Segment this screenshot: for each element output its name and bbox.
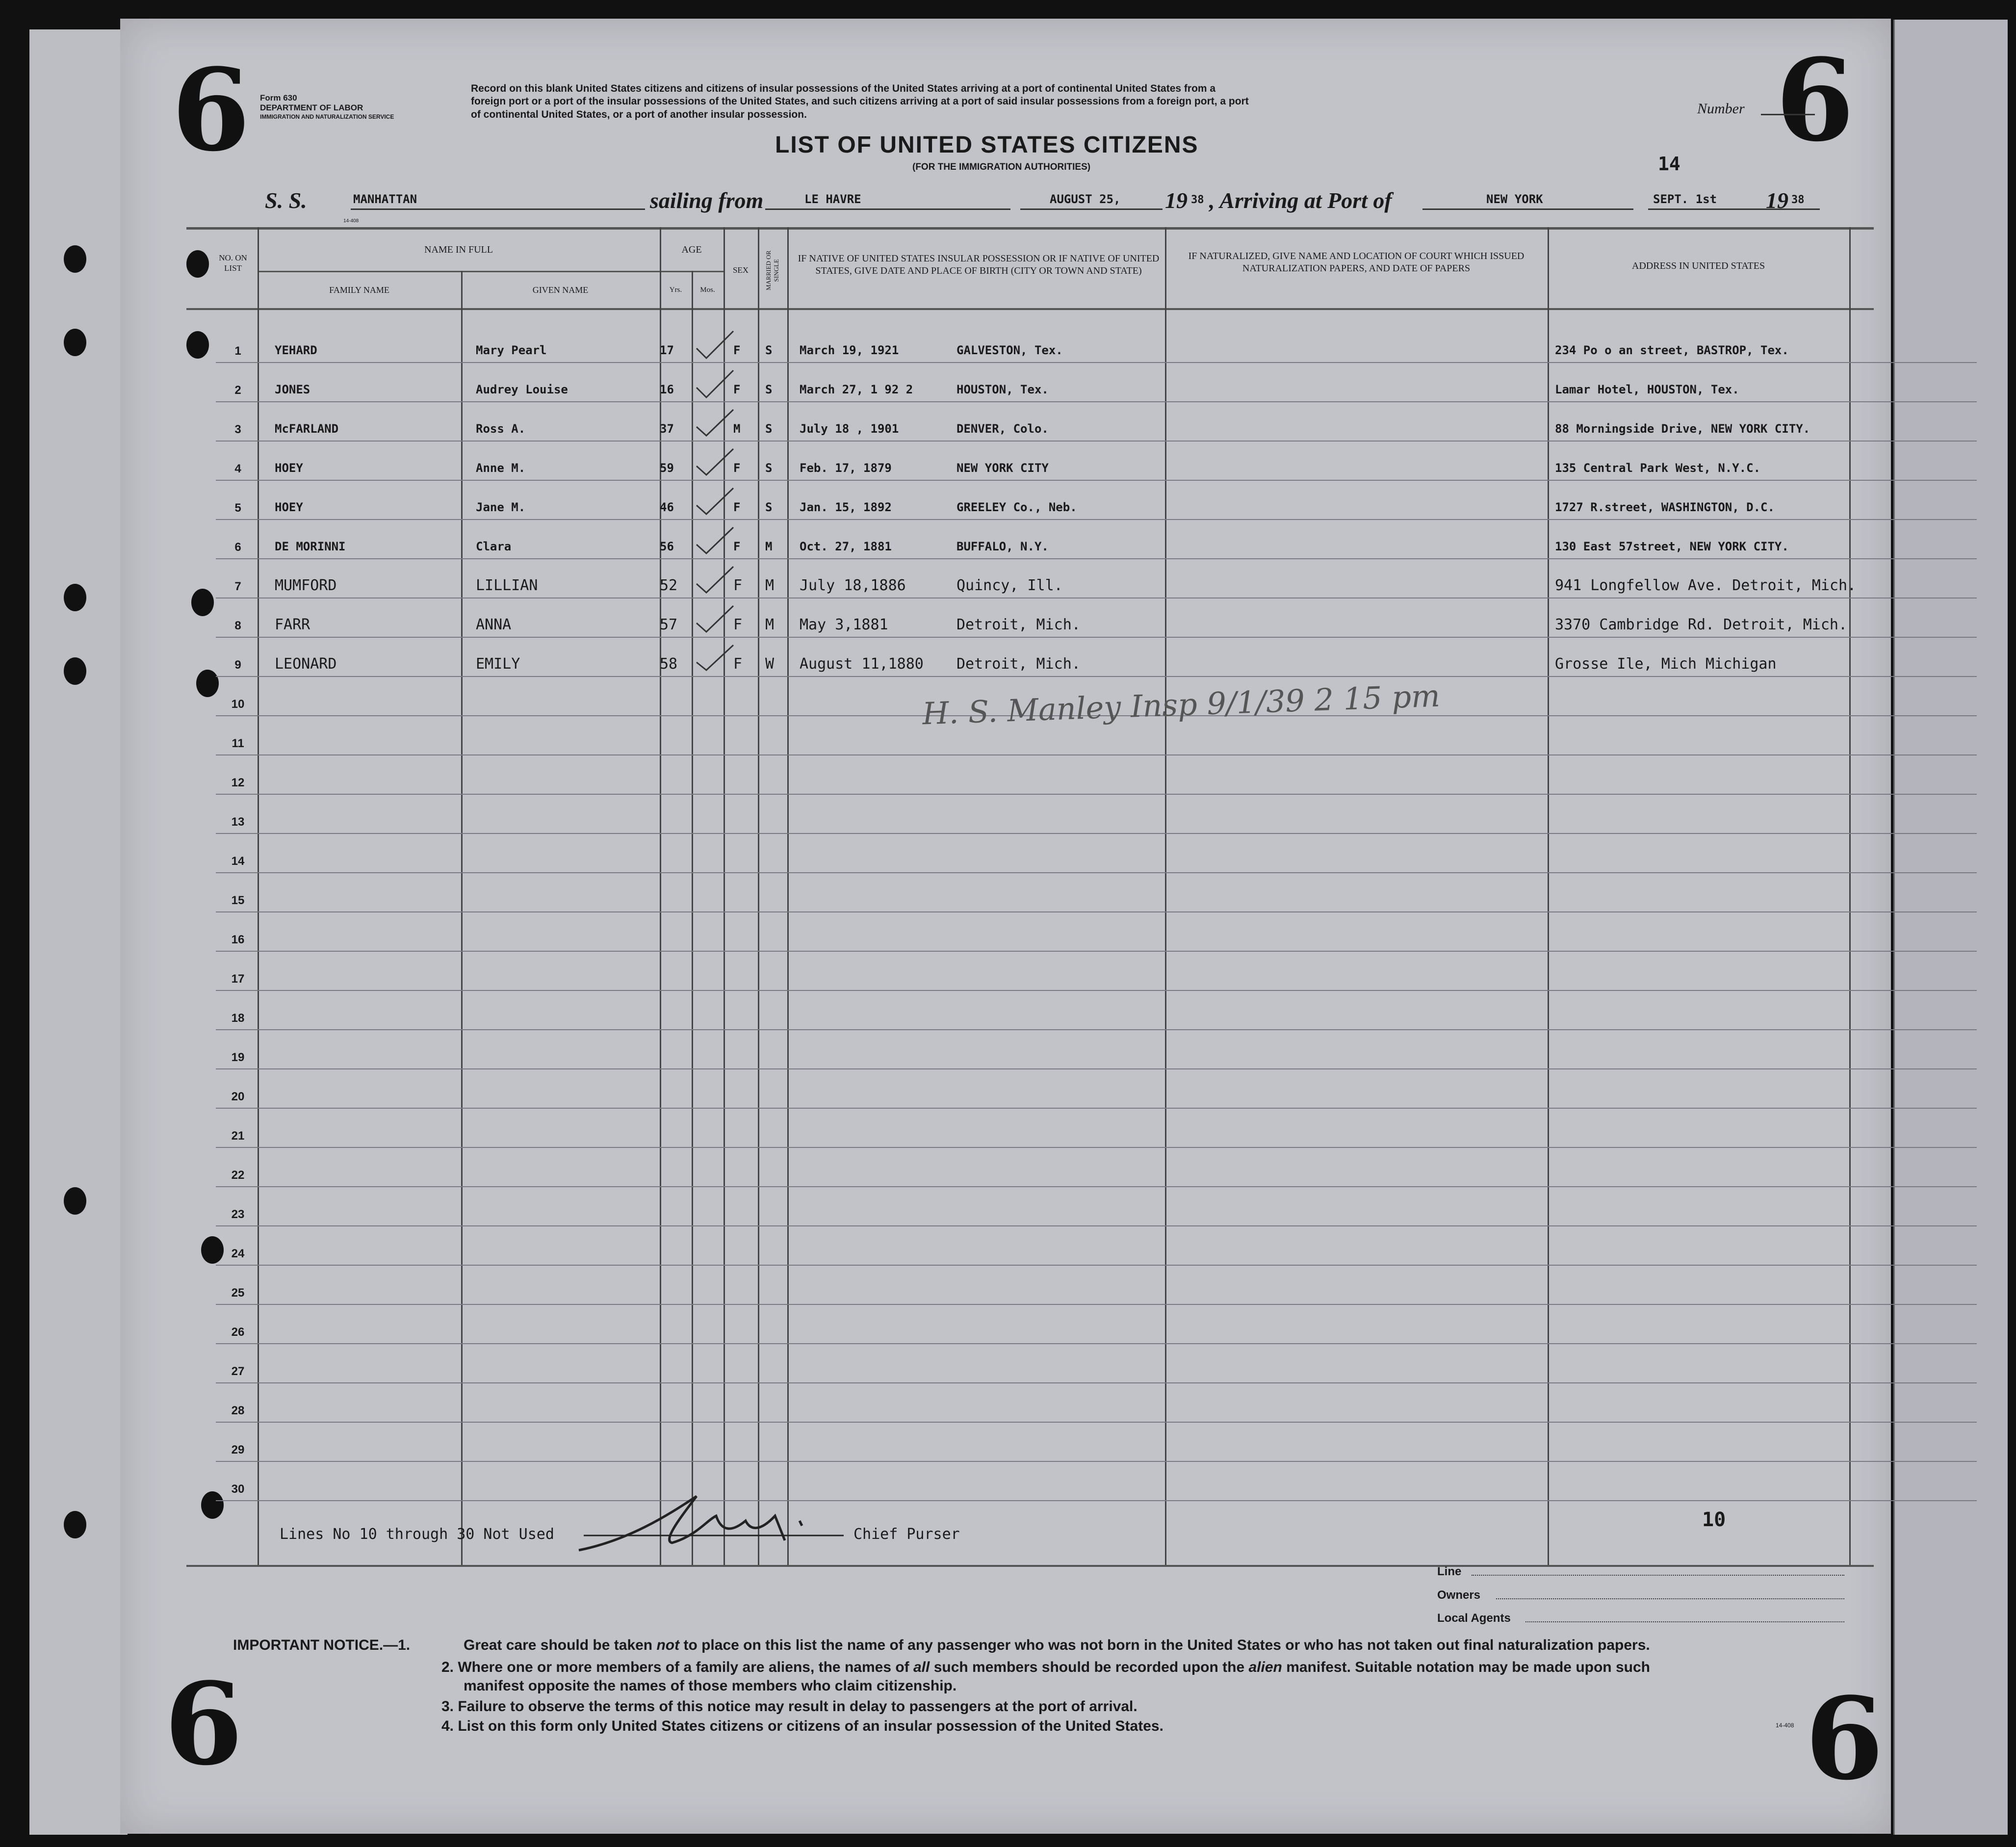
row-number: 15 xyxy=(231,894,245,907)
address-cell: 3370 Cambridge Rd. Detroit, Mich. xyxy=(1555,616,1848,633)
row-number: 10 xyxy=(231,698,245,711)
sex-cell: F xyxy=(733,616,743,633)
corner-number: 6 xyxy=(164,1658,243,1791)
punch-hole xyxy=(186,331,209,359)
port-from-rule xyxy=(765,208,1010,210)
row-rule xyxy=(216,1186,1977,1187)
port-from: LE HAVRE xyxy=(804,192,861,206)
row-rule xyxy=(216,362,1977,363)
row-rule xyxy=(216,1068,1977,1069)
notice-emphasis: all xyxy=(913,1659,930,1675)
row-rule xyxy=(216,872,1977,873)
row-number: 13 xyxy=(231,815,245,829)
notice-item-2 xyxy=(441,1659,1650,1676)
birth-place-cell: GALVESTON, Tex. xyxy=(956,343,1063,357)
punch-hole xyxy=(201,1236,224,1264)
row-number: 12 xyxy=(231,776,245,789)
given-name-cell: Jane M. xyxy=(476,500,526,514)
row-number: 30 xyxy=(231,1483,245,1496)
birth-place-cell: GREELEY Co., Neb. xyxy=(956,500,1077,514)
age-cell: 57 xyxy=(660,616,678,633)
birth-date-cell: Feb. 17, 1879 xyxy=(800,461,892,475)
header-no: NO. ON LIST xyxy=(219,253,247,273)
notice-emphasis: not xyxy=(656,1637,680,1653)
lines-not-used: Lines No 10 through 30 Not Used xyxy=(280,1526,554,1543)
row-rule xyxy=(216,1225,1977,1226)
header-place-of-birth: IF NATIVE OF UNITED STATES INSULAR POSSESSION OR IF NATIVE OF UNITED STATES, GIVE DATE AND PLACE OF BIRTH (CITY OR TOWN AND STATE) xyxy=(798,253,1160,276)
header-address: ADDRESS IN UNITED STATES xyxy=(1631,260,1765,271)
row-number: 28 xyxy=(231,1404,245,1417)
notice-text: manifest. Suitable notation may be made upon such xyxy=(1282,1659,1650,1675)
sail-date: AUGUST 25, xyxy=(1050,192,1121,206)
family-name-cell: MUMFORD xyxy=(275,577,337,594)
sailing-label: sailing from xyxy=(650,188,764,213)
given-name-cell: Anne M. xyxy=(476,461,526,475)
line-label: Line xyxy=(1437,1565,1462,1578)
notice-item-3: 3. Failure to observe the terms of this notice may result in delay to passengers at the port of arrival. xyxy=(441,1698,1137,1715)
address-cell: 130 East 57street, NEW YORK CITY. xyxy=(1555,540,1789,553)
family-name-cell: JONES xyxy=(275,383,310,396)
sex-cell: F xyxy=(733,655,743,673)
intro-line: of continental United States, or a port of another insular possession. xyxy=(471,108,807,120)
notice-text: such members should be recorded upon the xyxy=(930,1659,1249,1675)
agents-label: Local Agents xyxy=(1437,1612,1511,1625)
printer-note: 14-408 xyxy=(343,218,359,224)
intro-text xyxy=(471,82,1839,121)
marital-status-cell: S xyxy=(765,500,773,514)
purser-signature xyxy=(569,1486,844,1565)
row-rule xyxy=(216,1500,1977,1501)
birth-place-cell: Quincy, Ill. xyxy=(956,577,1063,594)
sex-cell: F xyxy=(733,461,741,475)
sex-cell: M xyxy=(733,422,741,436)
page-reference: 14 xyxy=(1658,153,1680,175)
ship-name: MANHATTAN xyxy=(353,192,417,206)
birth-place-cell: Detroit, Mich. xyxy=(956,616,1081,633)
page-subtitle: (FOR THE IMMIGRATION AUTHORITIES) xyxy=(912,162,1091,172)
corner-number: 6 xyxy=(172,44,251,177)
checkmarks xyxy=(687,329,741,672)
birth-date-cell: July 18,1886 xyxy=(800,577,906,594)
age-cell: 56 xyxy=(660,540,674,553)
birth-date-cell: August 11,1880 xyxy=(800,655,924,673)
given-name-cell: ANNA xyxy=(476,616,512,633)
address-cell: 234 Po o an street, BASTROP, Tex. xyxy=(1555,343,1789,357)
row-number: 8 xyxy=(234,619,241,632)
row-rule xyxy=(216,676,1977,677)
ss-label: S. S. xyxy=(265,188,307,213)
marital-status-cell: M xyxy=(765,540,773,553)
birth-date-cell: Oct. 27, 1881 xyxy=(800,540,892,553)
row-rule xyxy=(216,1265,1977,1266)
age-cell: 59 xyxy=(660,461,674,475)
sex-cell: F xyxy=(733,540,741,553)
marital-status-cell: S xyxy=(765,461,773,475)
marital-status-cell: S xyxy=(765,383,773,396)
given-name-cell: Ross A. xyxy=(476,422,526,436)
row-rule xyxy=(216,1343,1977,1344)
age-cell: 46 xyxy=(660,500,674,514)
row-number: 5 xyxy=(234,501,241,515)
age-cell: 58 xyxy=(660,655,678,673)
sail-date-rule xyxy=(1020,208,1163,210)
row-number: 14 xyxy=(231,855,245,868)
given-name-cell: Audrey Louise xyxy=(476,383,568,396)
row-number: 22 xyxy=(231,1169,245,1182)
service: IMMIGRATION AND NATURALIZATION SERVICE xyxy=(260,113,394,120)
row-rule xyxy=(216,401,1977,402)
notice-item-1 xyxy=(464,1637,1650,1654)
column-divider xyxy=(1548,227,1549,1565)
important-notice-title: IMPORTANT NOTICE.—1. xyxy=(233,1637,411,1653)
punch-hole xyxy=(64,1187,86,1215)
page-title: LIST OF UNITED STATES CITIZENS xyxy=(775,132,1199,158)
row-number: 24 xyxy=(231,1247,245,1260)
year-prefix: 19 xyxy=(1766,188,1788,213)
form-number: Form 630 xyxy=(260,93,297,103)
intro-line: foreign port or a port of the insular possessions of the United States, and such citizens arriving at a port of said insular possessions from a foreign port, a port xyxy=(471,96,1249,107)
row-number: 9 xyxy=(234,658,241,672)
chief-purser-label: Chief Purser xyxy=(853,1526,960,1543)
sex-cell: F xyxy=(733,383,741,396)
family-name-cell: LEONARD xyxy=(275,655,337,673)
row-number: 19 xyxy=(231,1051,245,1064)
row-number: 2 xyxy=(234,384,241,397)
age-cell: 52 xyxy=(660,577,678,594)
agents-rule xyxy=(1525,1621,1844,1622)
row-number: 23 xyxy=(231,1208,245,1221)
row-rule xyxy=(216,990,1977,991)
row-rule xyxy=(216,911,1977,912)
column-divider xyxy=(1165,227,1166,1565)
binding-strip xyxy=(29,29,128,1835)
row-number: 25 xyxy=(231,1286,245,1300)
row-rule xyxy=(216,1304,1977,1305)
table-header-rule xyxy=(186,308,1874,310)
row-rule xyxy=(216,637,1977,638)
intro-line: Record on this blank United States citizens and citizens of insular possessions of the United States arriving at a port of continental United States from a xyxy=(471,83,1216,94)
family-name-cell: HOEY xyxy=(275,461,303,475)
given-name-cell: Mary Pearl xyxy=(476,343,547,357)
row-rule xyxy=(216,480,1977,481)
age-cell: 37 xyxy=(660,422,674,436)
header-name-in-full: NAME IN FULL xyxy=(424,244,493,255)
birth-date-cell: March 27, 1 92 2 xyxy=(800,383,913,396)
given-name-cell: Clara xyxy=(476,540,512,553)
address-cell: 1727 R.street, WASHINGTON, D.C. xyxy=(1555,500,1775,514)
punch-hole xyxy=(186,250,209,278)
department: DEPARTMENT OF LABOR xyxy=(260,103,363,113)
column-divider xyxy=(787,227,789,1565)
family-name-cell: FARR xyxy=(275,616,310,633)
family-name-cell: McFARLAND xyxy=(275,422,339,436)
row-number: 1 xyxy=(234,344,241,358)
family-name-cell: YEHARD xyxy=(275,343,317,357)
punch-hole xyxy=(201,1491,224,1519)
row-number: 20 xyxy=(231,1090,245,1103)
sail-year: 38 xyxy=(1191,194,1204,206)
birth-date-cell: Jan. 15, 1892 xyxy=(800,500,892,514)
port-to-rule xyxy=(1422,208,1633,210)
marital-status-cell: S xyxy=(765,422,773,436)
row-rule xyxy=(216,1029,1977,1030)
row-rule xyxy=(216,951,1977,952)
punch-hole xyxy=(191,589,214,616)
row-number: 17 xyxy=(231,972,245,986)
header-naturalization: IF NATURALIZED, GIVE NAME AND LOCATION OF COURT WHICH ISSUED NATURALIZATION PAPERS, AND DATE OF PAPERS xyxy=(1188,251,1525,274)
row-number: 26 xyxy=(231,1326,245,1339)
row-rule xyxy=(216,1108,1977,1109)
row-number: 4 xyxy=(234,462,241,475)
row-rule xyxy=(216,1147,1977,1148)
form-id-block xyxy=(260,93,394,120)
row-number: 3 xyxy=(234,423,241,436)
given-name-cell: LILLIAN xyxy=(476,577,538,594)
birth-place-cell: DENVER, Colo. xyxy=(956,422,1049,436)
address-cell: 135 Central Park West, N.Y.C. xyxy=(1555,461,1761,475)
column-divider xyxy=(758,227,759,1565)
punch-hole xyxy=(64,245,86,273)
printer-code: 14-408 xyxy=(1776,1722,1794,1729)
birth-date-cell: July 18 , 1901 xyxy=(800,422,899,436)
year-prefix: 19 xyxy=(1165,188,1188,213)
inspector-note: H. S. Manley Insp 9/1/39 2 15 pm xyxy=(922,677,1441,732)
line-rule xyxy=(1472,1575,1844,1576)
age-cell: 17 xyxy=(660,343,674,357)
punch-hole xyxy=(64,1511,86,1538)
number-label: Number xyxy=(1697,101,1745,117)
notice-item-4: 4. List on this form only United States citizens or citizens of an insular possession of the United States. xyxy=(441,1718,1163,1734)
birth-place-cell: NEW YORK CITY xyxy=(956,461,1049,475)
punch-hole xyxy=(64,584,86,611)
punch-hole xyxy=(64,329,86,356)
row-rule xyxy=(216,1461,1977,1462)
row-rule xyxy=(216,558,1977,559)
marital-status-cell: W xyxy=(765,655,775,673)
port-to: NEW YORK xyxy=(1486,192,1543,206)
table-bottom-rule xyxy=(186,1565,1874,1567)
notice-text: to place on this list the name of any passenger who was not born in the United States or who has not taken out final naturalization papers. xyxy=(679,1637,1650,1653)
row-number: 18 xyxy=(231,1012,245,1025)
notice-text: 2. Where one or more members of a family are aliens, the names of xyxy=(441,1659,913,1675)
family-name-cell: DE MORINNI xyxy=(275,540,346,553)
column-divider xyxy=(1849,227,1851,1565)
address-cell: Lamar Hotel, HOUSTON, Tex. xyxy=(1555,383,1739,396)
arrive-year: 38 xyxy=(1791,194,1805,206)
header-years: Yrs. xyxy=(669,286,682,294)
row-rule xyxy=(216,519,1977,520)
arriving-label: , Arriving at Port of xyxy=(1209,188,1392,213)
row-rule xyxy=(216,1382,1977,1383)
birth-place-cell: BUFFALO, N.Y. xyxy=(956,540,1049,553)
family-name-cell: HOEY xyxy=(275,500,303,514)
notice-text: Great care should be taken xyxy=(464,1637,657,1653)
punch-hole xyxy=(64,657,86,685)
notice-emphasis: alien xyxy=(1248,1659,1282,1675)
column-divider xyxy=(461,271,463,1565)
marital-status-cell: M xyxy=(765,577,775,594)
marital-status-cell: S xyxy=(765,343,773,357)
header-marital-status: MARRIED OR SINGLE xyxy=(764,250,780,290)
address-cell: Grosse Ile, Mich Michigan xyxy=(1555,655,1777,673)
header-sex: SEX xyxy=(732,265,749,275)
row-number: 29 xyxy=(231,1443,245,1457)
corner-number: 6 xyxy=(1776,34,1855,167)
column-divider xyxy=(258,227,259,1565)
punch-hole xyxy=(196,670,219,697)
birth-date-cell: March 19, 1921 xyxy=(800,343,899,357)
back-sheet xyxy=(1893,20,2008,1835)
header-age: AGE xyxy=(681,244,702,255)
row-rule xyxy=(216,1422,1977,1423)
notice-item-2-cont: manifest opposite the names of those members who claim citizenship. xyxy=(464,1678,957,1694)
marital-status-cell: M xyxy=(765,616,775,633)
sex-cell: F xyxy=(733,343,741,357)
address-cell: 88 Morningside Drive, NEW YORK CITY. xyxy=(1555,422,1810,436)
header-family-name: FAMILY NAME xyxy=(329,285,389,295)
owners-label: Owners xyxy=(1437,1588,1481,1602)
corner-number: 6 xyxy=(1805,1673,1884,1805)
name-subheader-rule xyxy=(258,271,660,272)
row-rule xyxy=(216,754,1977,755)
arrive-date-rule xyxy=(1648,208,1820,210)
row-rule xyxy=(216,441,1977,442)
total-count: 10 xyxy=(1702,1509,1726,1531)
row-rule xyxy=(216,794,1977,795)
ship-rule xyxy=(351,208,645,210)
row-number: 21 xyxy=(231,1129,245,1143)
sex-cell: F xyxy=(733,577,743,594)
birth-place-cell: Detroit, Mich. xyxy=(956,655,1081,673)
age-cell: 16 xyxy=(660,383,674,396)
birth-date-cell: May 3,1881 xyxy=(800,616,888,633)
birth-place-cell: HOUSTON, Tex. xyxy=(956,383,1049,396)
row-rule xyxy=(216,833,1977,834)
row-number: 16 xyxy=(231,933,245,946)
row-number: 7 xyxy=(234,580,241,593)
table-top-rule xyxy=(186,227,1874,230)
address-cell: 941 Longfellow Ave. Detroit, Mich. xyxy=(1555,577,1857,594)
row-number: 27 xyxy=(231,1365,245,1378)
header-given-name: GIVEN NAME xyxy=(532,285,589,295)
owners-rule xyxy=(1496,1598,1844,1599)
sex-cell: F xyxy=(733,500,741,514)
given-name-cell: EMILY xyxy=(476,655,520,673)
row-number: 6 xyxy=(234,541,241,554)
header-months: Mos. xyxy=(700,286,715,294)
arrive-date: SEPT. 1st xyxy=(1653,192,1717,206)
row-number: 11 xyxy=(232,737,244,750)
